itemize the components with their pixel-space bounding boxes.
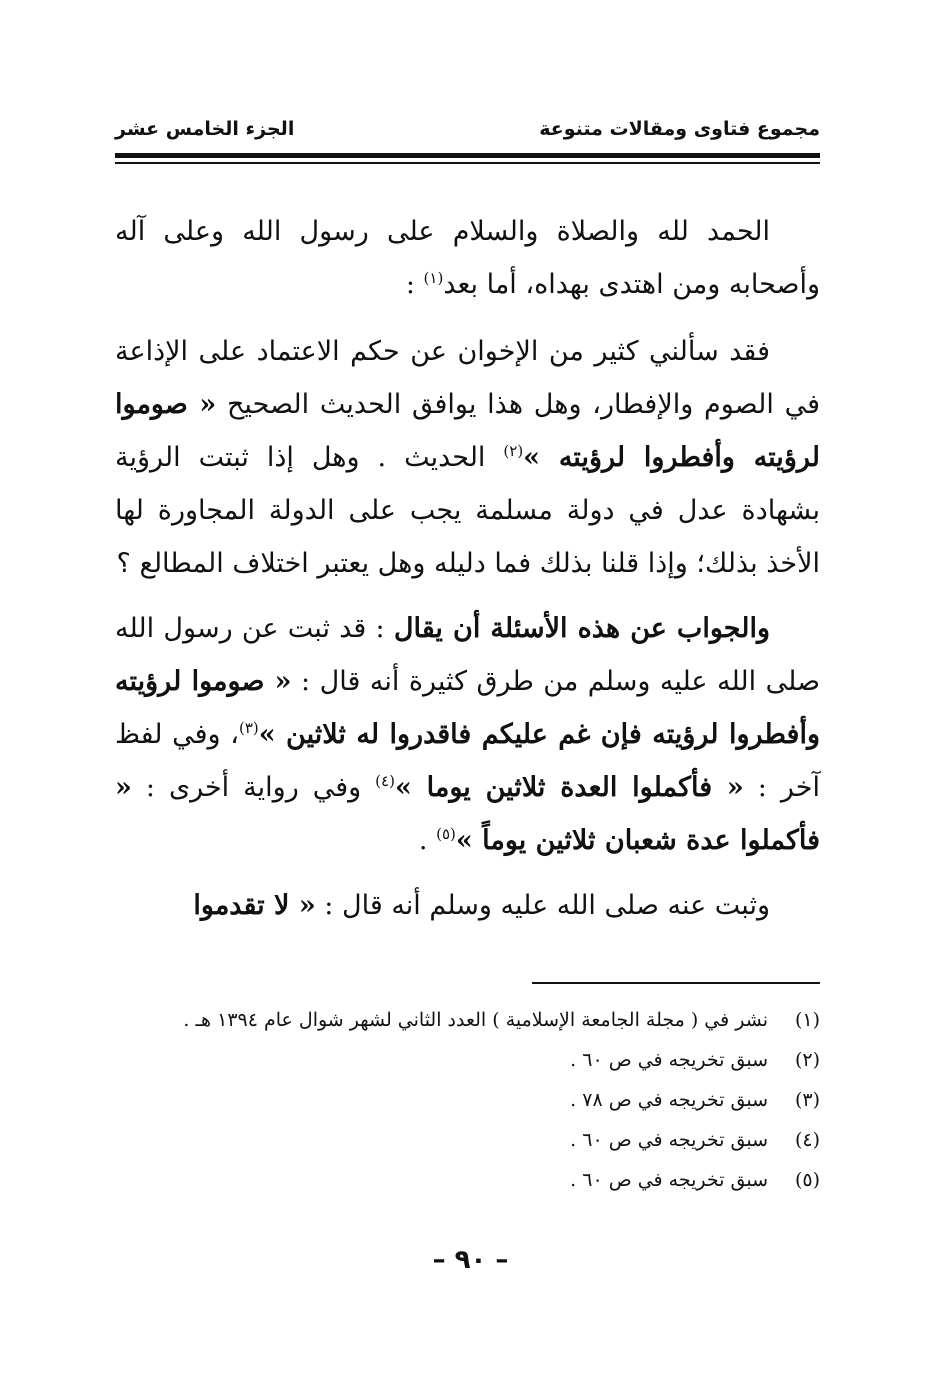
page-number: – ٩٠ – xyxy=(432,1245,509,1275)
running-header xyxy=(115,112,820,146)
footnote-number: (٤) xyxy=(794,1129,820,1151)
footnote-number: (٥) xyxy=(794,1169,820,1191)
hadith-quote: « لا تقدموا xyxy=(193,890,316,921)
hadith-quote: « صوموا لرؤيته وأفطروا لرؤيته فإن غم عليكم فاقدروا له ثلاثين » xyxy=(115,666,821,750)
footnote-text: سبق تخريجه في ص ٧٨ . xyxy=(570,1089,768,1111)
header-rule-thin xyxy=(115,162,820,164)
hadith-quote: « فأكملوا العدة ثلاثين يوما » xyxy=(394,772,744,803)
hadith-quote: « صوموا لرؤيته وأفطروا لرؤيته » xyxy=(115,389,820,473)
main-text xyxy=(115,205,820,944)
footnote-item xyxy=(115,1080,820,1120)
footnote-text: سبق تخريجه في ص ٦٠ . xyxy=(570,1169,768,1191)
paragraph-answer: والجواب عن هذه الأسئلة أن يقال : قد ثبت عن رسول الله صلى الله عليه وسلم من طرق كثيرة أنه قال : « صوموا لرؤيته وأفطروا لرؤيته فإن غم عليكم فاقدروا له ثلاثين »$^{(٣)}$، وفي لفظ آخر : « فأكملوا العدة ثلاثين يوما »$^{(٤)}$ وفي رواية أخرى : « فأكملوا عدة شعبان ثلاثين يوماً »$^{(٥)}$ . xyxy=(115,613,821,856)
footnote-ref: (١) xyxy=(423,269,444,287)
footnotes xyxy=(115,1000,820,1200)
answer-lead: والجواب عن هذه الأسئلة أن يقال xyxy=(393,613,770,644)
footnote-ref: (٤) xyxy=(375,772,395,790)
paragraph-continuation: وثبت عنه صلى الله عليه وسلم أنه قال : « لا تقدموا xyxy=(193,890,770,921)
footnote-text: سبق تخريجه في ص ٦٠ . xyxy=(570,1049,768,1071)
footnote-item xyxy=(115,1120,820,1160)
footnote-number: (٣) xyxy=(794,1089,820,1111)
footnote-number: (١) xyxy=(794,1009,820,1031)
footnote-text: نشر في ( مجلة الجامعة الإسلامية ) العدد الثاني لشهر شوال عام ١٣٩٤ هـ . xyxy=(183,1009,768,1031)
footnote-item xyxy=(115,1040,820,1080)
footnote-ref: (٢) xyxy=(503,442,524,460)
footnote-ref: (٣) xyxy=(238,719,259,737)
footnote-ref: (٥) xyxy=(436,825,456,843)
header-rule-thick xyxy=(115,153,820,158)
footnote-separator xyxy=(532,982,820,984)
volume-part: الجزء الخامس عشر xyxy=(115,118,295,140)
hadith-quote: « فأكملوا عدة شعبان ثلاثين يوماً » xyxy=(115,772,820,856)
footnote-number: (٢) xyxy=(794,1049,820,1071)
book-title: مجموع فتاوى ومقالات متنوعة xyxy=(539,118,820,140)
paragraph-opening: الحمد لله والصلاة والسلام على رسول الله وعلى آله وأصحابه ومن اهتدى بهداه، أما بعد$^{(١)}$ : xyxy=(115,216,820,300)
footnote-text: سبق تخريجه في ص ٦٠ . xyxy=(570,1129,768,1151)
footnote-item xyxy=(115,1000,820,1040)
footnote-item xyxy=(115,1160,820,1200)
paragraph-question: فقد سألني كثير من الإخوان عن حكم الاعتماد على الإذاعة في الصوم والإفطار، وهل هذا يوافق الحديث الصحيح « صوموا لرؤيته وأفطروا لرؤيته »$^{(٢)}$ الحديث . وهل إذا ثبتت الرؤية بشهادة عدل في دولة مسلمة يجب على الدولة المجاورة لها الأخذ بذلك؛ وإذا قلنا بذلك فما دليله وهل يعتبر اختلاف المطالع ؟ xyxy=(115,336,820,579)
